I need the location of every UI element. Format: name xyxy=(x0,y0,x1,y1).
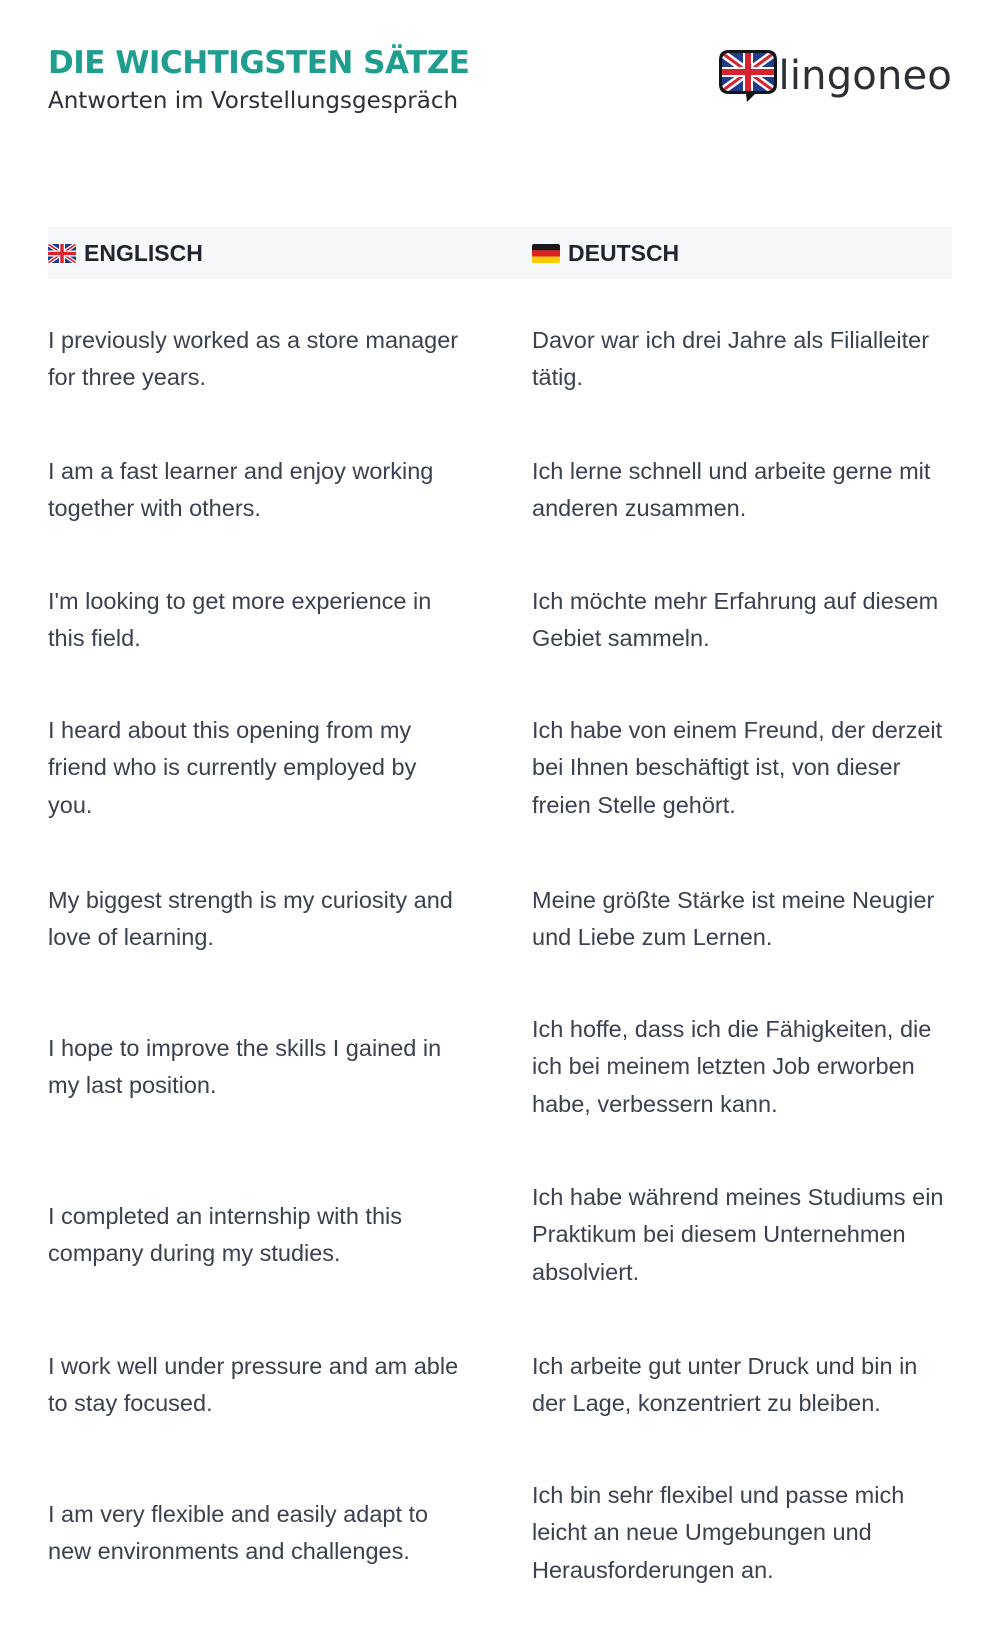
table-row xyxy=(48,1177,952,1293)
german-phrase: Ich lerne schnell und arbeite gerne mit anderen zusammen. xyxy=(532,457,931,521)
table-row xyxy=(48,450,952,530)
column-header-german xyxy=(532,227,679,279)
table-row xyxy=(48,319,952,399)
english-phrase: I am a fast learner and enjoy working together with others. xyxy=(48,457,434,521)
page-subtitle: Antworten im Vorstellungsgespräch xyxy=(48,88,459,114)
german-phrase: Ich hoffe, dass ich die Fähigkeiten, die ich bei meinem letzten Job erworben habe, verbessern kann. xyxy=(532,1015,932,1117)
page-header xyxy=(48,44,952,124)
english-phrase: I previously worked as a store manager for three years. xyxy=(48,326,459,390)
english-phrase: My biggest strength is my curiosity and love of learning. xyxy=(48,886,453,950)
table-row xyxy=(48,879,952,959)
uk-flag-icon xyxy=(48,244,76,263)
german-phrase: Ich habe von einem Freund, der derzeit bei Ihnen beschäftigt ist, von dieser freien Stelle gehört. xyxy=(532,716,943,818)
english-phrase: I am very flexible and easily adapt to new environments and challenges. xyxy=(48,1500,429,1564)
table-header xyxy=(48,227,952,279)
german-phrase: Davor war ich drei Jahre als Filialleiter tätig. xyxy=(532,326,930,390)
german-phrase: Ich habe während meines Studiums ein Praktikum bei diesem Unternehmen absolviert. xyxy=(532,1183,944,1285)
english-phrase: I hope to improve the skills I gained in my last position. xyxy=(48,1034,442,1098)
english-phrase: I'm looking to get more experience in this field. xyxy=(48,587,432,651)
english-phrase: I heard about this opening from my friend who is currently employed by you. xyxy=(48,716,417,818)
table-row xyxy=(48,1475,952,1591)
table-row xyxy=(48,710,952,826)
english-phrase: I completed an internship with this company during my studies. xyxy=(48,1202,402,1266)
speech-bubble-uk-flag-icon xyxy=(719,50,777,102)
column-header-english-label: ENGLISCH xyxy=(84,239,203,266)
german-phrase: Ich möchte mehr Erfahrung auf diesem Gebiet sammeln. xyxy=(532,587,939,651)
lingoneo-logo[interactable] xyxy=(719,50,952,102)
german-flag-icon xyxy=(532,244,560,263)
table-row xyxy=(48,1345,952,1425)
column-header-german-label: DEUTSCH xyxy=(568,239,680,266)
german-phrase: Ich bin sehr flexibel und passe mich leicht an neue Umgebungen und Herausforderungen an. xyxy=(532,1481,905,1583)
phrase-table xyxy=(48,227,952,1583)
german-phrase: Ich arbeite gut unter Druck und bin in der Lage, konzentriert zu bleiben. xyxy=(532,1352,918,1416)
english-phrase: I work well under pressure and am able to stay focused. xyxy=(48,1352,459,1416)
german-phrase: Meine größte Stärke ist meine Neugier und Liebe zum Lernen. xyxy=(532,886,935,950)
column-header-english xyxy=(48,227,203,279)
logo-text: lingoneo xyxy=(778,53,952,99)
table-row xyxy=(48,1009,952,1125)
table-row xyxy=(48,580,952,660)
page-title: DIE WICHTIGSTEN SÄTZE xyxy=(48,45,470,81)
